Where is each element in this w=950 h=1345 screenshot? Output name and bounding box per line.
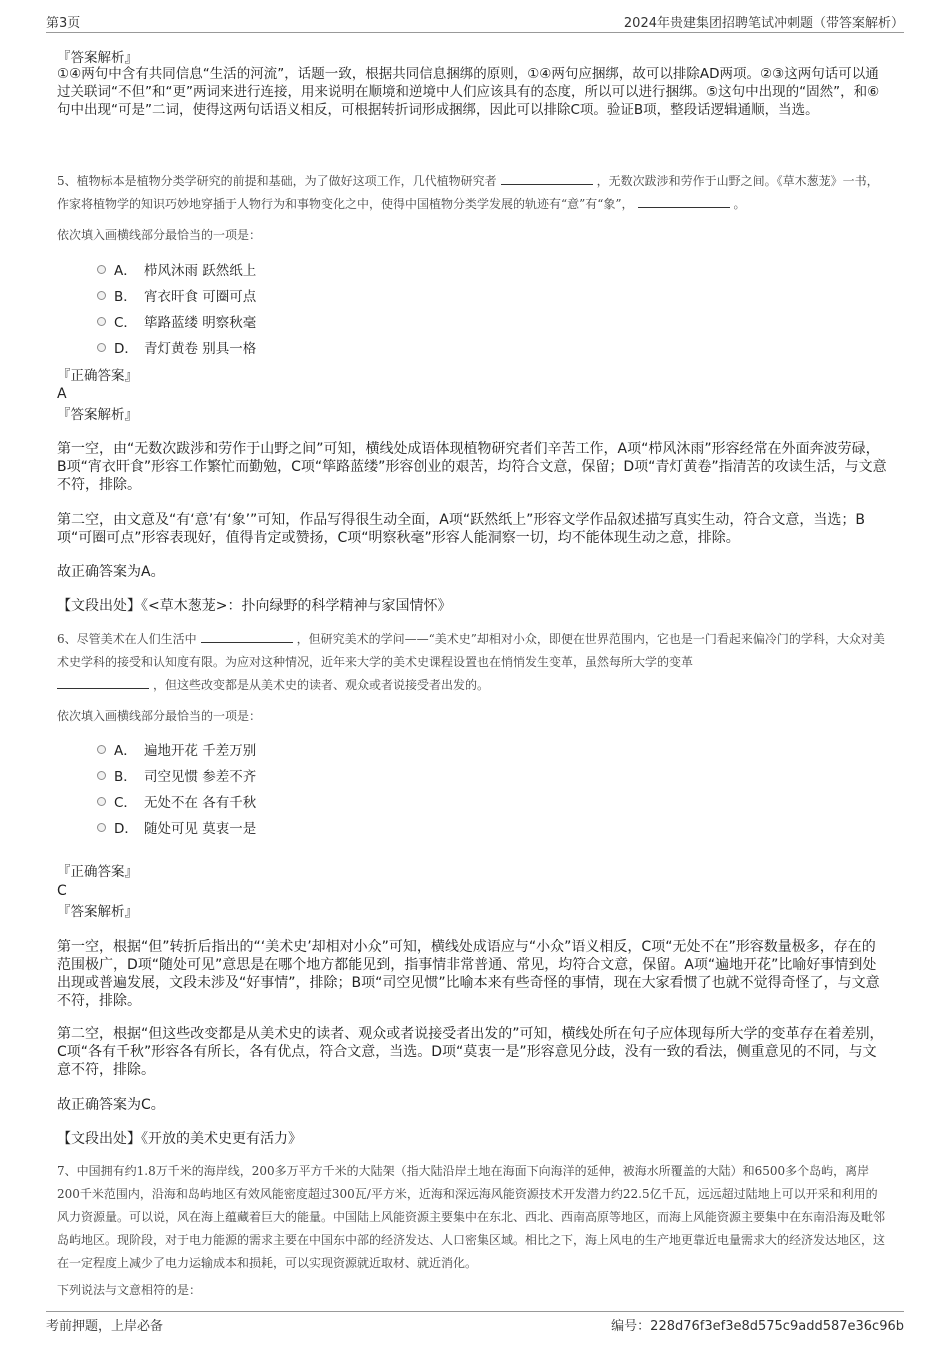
blank-1 — [201, 630, 293, 643]
prev-explanation-text: ①④两句中含有共同信息“生活的河流”，话题一致，根据共同信息捆绑的原则，①④两句应捆绑，故可以排除AD两项。②③这两句话可以通过关联词“不但”和“更”两词来进行连接，用来说明在顺境和逆境中人们应该具有的态度，所以可以进行捆绑。⑤这句中出现的“固然”，和⑥句中出现“可是”二词，使得这两句话语义相反，可根据转折词形成捆绑，因此可以排除C项。验证B项，整段话逻辑通顺，当选。 — [57, 66, 880, 118]
q5-explanation-label: 『答案解析』 — [57, 407, 138, 423]
radio-icon[interactable] — [97, 745, 106, 754]
radio-icon[interactable] — [97, 265, 106, 274]
page-number: 第3页 — [46, 16, 81, 31]
q5-explanation-para-3: 故正确答案为A。 — [57, 564, 165, 580]
q6-option-c[interactable]: C． 无处不在 各有千秋 — [97, 790, 256, 812]
document-title: 2024年贵建集团招聘笔试冲刺题（带答案解析） — [623, 16, 904, 31]
q6-option-d[interactable]: D． 随处可见 莫衷一是 — [97, 816, 256, 838]
radio-icon[interactable] — [97, 317, 106, 326]
blank-2 — [638, 195, 730, 208]
question-6-prompt: 依次填入画横线部分最恰当的一项是： — [57, 709, 262, 723]
q5-option-d[interactable]: D． 青灯黄卷 别具一格 — [97, 336, 256, 358]
radio-icon[interactable] — [97, 291, 106, 300]
blank-1 — [501, 172, 593, 185]
q6-explanation-para-3: 故正确答案为C。 — [57, 1097, 165, 1113]
q5-correct-answer: A — [57, 386, 67, 402]
question-5-prompt: 依次填入画横线部分最恰当的一项是： — [57, 228, 262, 242]
q5-option-c[interactable]: C． 筚路蓝缕 明察秋毫 — [97, 310, 256, 332]
radio-icon[interactable] — [97, 823, 106, 832]
q5-option-b[interactable]: B． 宵衣旰食 可圈可点 — [97, 284, 256, 306]
q6-option-a[interactable]: A． 遍地开花 千差万别 — [97, 738, 256, 760]
page-header — [46, 10, 904, 33]
question-7-prompt: 下列说法与文意相符的是： — [57, 1283, 202, 1297]
question-6-stem: 6、尽管美术在人们生活中 ，但研究美术的学问——“美术史”却相对小众，即便在世界范围内，它也是一门看起来偏冷门的学科，大众对美术史学科的接受和认知度有限。为应对这种情况，近年来大学的美术史课程设置也在悄悄发生变革，虽然每所大学的变革 ，但这些改变都是从美术史的读者、观众或者说接受者出发的。 — [57, 632, 885, 692]
question-5-stem: 5、植物标本是植物分类学研究的前提和基础，为了做好这项工作，几代植物研究者 ，无数次跋涉和劳作于山野之间。《草木葱茏》一书，作家将植物学的知识巧妙地穿插于人物行为和事物变化之中，使得中国植物分类学发展的轨迹有“意”有“象”， 。 — [57, 174, 879, 211]
q6-explanation-label: 『答案解析』 — [57, 904, 138, 920]
q5-explanation-para-2: 第二空，由文意及“有‘意’有‘象’”可知，作品写得很生动全面，A项“跃然纸上”形容文学作品叙述描写真实生动，符合文意，当选；B项“可圈可点”形容表现好，值得肯定或赞扬，C项“明察秋毫”形容人能洞察一切，均不能体现生动之意，排除。 — [57, 512, 865, 546]
q5-correct-label: 『正确答案』 — [57, 368, 138, 384]
q6-correct-label: 『正确答案』 — [57, 864, 138, 880]
prev-explanation-label: 『答案解析』 — [57, 50, 138, 66]
question-7-stem: 7、中国拥有约1.8万千米的海岸线，200多万平方千米的大陆架（指大陆沿岸土地在海面下向海洋的延伸，被海水所覆盖的大陆）和6500多个岛屿，离岸200千米范围内，沿海和岛屿地区有效风能密度超过300瓦/平方米，近海和深远海风能资源技术开发潜力约22.5亿千瓦，远远超过陆地上可以开采和利用的风力资源量。可以说，风在海上蕴藏着巨大的能量。中国陆上风能资源主要集中在东北、西北、西南高原等地区，而海上风能资源主要集中在东南沿海及毗邻岛屿地区。现阶段，对于电力能源的需求主要在中国东中部的经济发达、人口密集区域。相比之下，海上风电的生产地更靠近电量需求大的经济发达地区，这在一定程度上减少了电力运输成本和损耗，可以实现资源就近取材、就近消化。 — [57, 1164, 886, 1270]
radio-icon[interactable] — [97, 797, 106, 806]
radio-icon[interactable] — [97, 343, 106, 352]
blank-2 — [57, 676, 149, 689]
q6-explanation-para-2: 第二空，根据“但这些改变都是从美术史的读者、观众或者说接受者出发的”可知，横线处所在句子应体现每所大学的变革存在着差别，C项“各有千秋”形容各有所长，各有优点，符合文意，当选。D项“莫衷一是”形容意见分歧，没有一致的看法，侧重意见的不同，与文意不符，排除。 — [57, 1026, 884, 1078]
q5-source: 【文段出处】《<草木葱茏>：扑向绿野的科学精神与家国情怀》 — [57, 598, 452, 614]
document-id: 编号：228d76f3ef3e8d575c9add587e36c96b — [611, 1319, 904, 1334]
page-footer — [46, 1311, 904, 1334]
q6-option-b[interactable]: B． 司空见惯 参差不齐 — [97, 764, 256, 786]
radio-icon[interactable] — [97, 771, 106, 780]
q5-explanation-para-1: 第一空，由“无数次跋涉和劳作于山野之间”可知，横线处成语体现植物研究者们辛苦工作，A项“栉风沐雨”形容经常在外面奔波劳碌，B项“宵衣旰食”形容工作繁忙而勤勉，C项“筚路蓝缕”形容创业的艰苦，均符合文意，保留；D项“青灯黄卷”指清苦的攻读生活，与文意不符，排除。 — [57, 441, 887, 493]
q6-explanation-para-1: 第一空，根据“但”转折后指出的“‘美术史’却相对小众”可知，横线处成语应与“小众”语义相反，C项“无处不在”形容数量极多，存在的范围极广，D项“随处可见”意思是在哪个地方都能见到，指事情非常普通、常见，均符合文意，保留。A项“遍地开花”比喻好事情到处出现或普遍发展，文段未涉及“好事情”，排除；B项“司空见惯”比喻本来有些奇怪的事情，现在大家看惯了也就不觉得奇怪了，与文意不符，排除。 — [57, 939, 880, 1009]
footer-slogan: 考前押题，上岸必备 — [46, 1319, 164, 1334]
q6-source: 【文段出处】《开放的美术史更有活力》 — [57, 1131, 302, 1147]
q6-correct-answer: C — [57, 883, 67, 899]
q5-option-a[interactable]: A． 栉风沐雨 跃然纸上 — [97, 258, 256, 280]
